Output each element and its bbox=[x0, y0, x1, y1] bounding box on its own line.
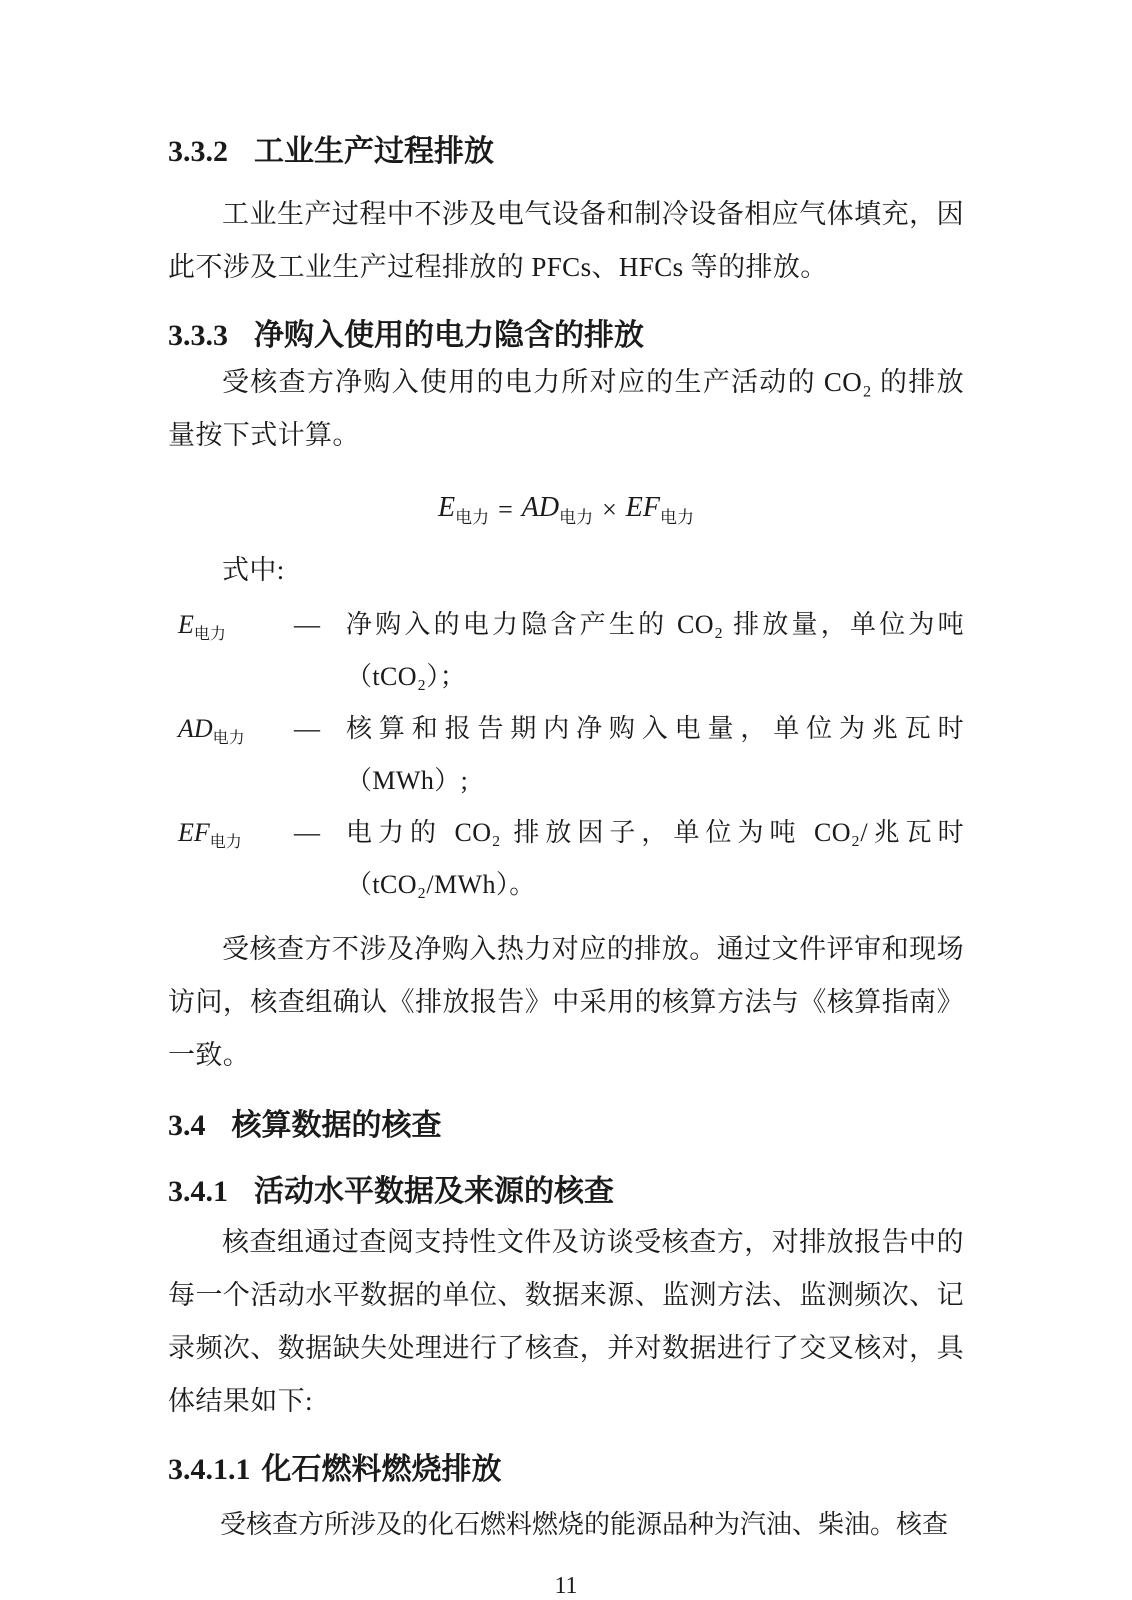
heading-3-3-2 bbox=[168, 132, 964, 172]
page-number: 11 bbox=[554, 1573, 578, 1599]
definition-dash: — bbox=[294, 818, 320, 847]
paragraph-electricity-intro: 受核查方净购入使用的电力所对应的生产活动的 CO₂ 的排放量按下式计算。 bbox=[168, 367, 964, 450]
symbol-ad-main: AD bbox=[178, 714, 213, 743]
section-number-3-4: 3.4 bbox=[168, 1109, 206, 1142]
symbol-ef-subscript: 电力 bbox=[209, 834, 242, 851]
heading-3-4 bbox=[168, 1106, 964, 1146]
section-title-3-3-3: 净购入使用的电力隐含的排放 bbox=[254, 319, 644, 352]
definition-row-ef bbox=[168, 807, 964, 911]
section-title-3-4: 核算数据的核查 bbox=[231, 1109, 442, 1142]
section-title-3-3-2: 工业生产过程排放 bbox=[254, 135, 494, 168]
definition-description-e: 净购入的电力隐含产生的 CO₂ 排放量，单位为吨（tCO₂）； bbox=[346, 610, 964, 691]
definition-dash: — bbox=[294, 714, 320, 743]
heading-3-3-3 bbox=[168, 316, 964, 356]
definition-description-ad: 核算和报告期内净购入电量，单位为兆瓦时（MWh）; bbox=[346, 714, 964, 795]
definition-row-e bbox=[168, 599, 964, 703]
symbol-ad-subscript: 电力 bbox=[212, 730, 245, 747]
symbol-ef-electricity bbox=[168, 807, 268, 911]
formula-ad-subscript: 电力 bbox=[559, 508, 594, 527]
heading-3-4-1-1 bbox=[168, 1450, 964, 1490]
formula-ad-term bbox=[522, 492, 593, 528]
formula-ef-subscript: 电力 bbox=[660, 508, 694, 527]
heading-3-4-1 bbox=[168, 1172, 964, 1212]
section-title-3-4-1: 活动水平数据及来源的核查 bbox=[254, 1175, 614, 1208]
symbol-e-subscript: 电力 bbox=[193, 626, 226, 643]
section-number-3-3-3: 3.3.3 bbox=[168, 319, 228, 352]
definition-row-ad bbox=[168, 703, 964, 807]
section-number-3-3-2: 3.3.2 bbox=[168, 135, 228, 168]
formula-times-sign: × bbox=[602, 495, 617, 524]
definition-dash: — bbox=[294, 610, 320, 639]
formula-equals-sign: = bbox=[498, 495, 513, 524]
electricity-emission-formula bbox=[168, 486, 964, 534]
section-number-3-4-1: 3.4.1 bbox=[168, 1175, 228, 1208]
paragraph-electricity-conclusion: 受核查方不涉及净购入热力对应的排放。通过文件评审和现场访问，核查组确认《排放报告》中采用的核算方法与《核算指南》一致。 bbox=[168, 934, 964, 1070]
formula-e-subscript: 电力 bbox=[455, 508, 490, 527]
section-number-3-4-1-1: 3.4.1.1 bbox=[168, 1453, 251, 1486]
symbol-definition-list bbox=[168, 599, 964, 911]
formula-ef-term bbox=[626, 492, 694, 528]
symbol-ad-electricity bbox=[168, 703, 268, 807]
definition-description-ef: 电力的 CO₂ 排放因子，单位为吨 CO₂/兆瓦时（tCO₂/MWh）。 bbox=[346, 818, 964, 899]
paragraph-industrial-process: 工业生产过程中不涉及电气设备和制冷设备相应气体填充，因此不涉及工业生产过程排放的 PFCs、HFCs 等的排放。 bbox=[168, 199, 964, 282]
symbol-ef-main: EF bbox=[178, 818, 210, 847]
symbol-e-electricity bbox=[168, 599, 268, 703]
paragraph-fossil-fuel: 受核查方所涉及的化石燃料燃烧的能源品种为汽油、柴油。核查 bbox=[220, 1510, 949, 1539]
where-label: 式中: bbox=[222, 555, 285, 585]
section-title-3-4-1-1: 化石燃料燃烧排放 bbox=[261, 1453, 502, 1486]
symbol-e-main: E bbox=[178, 610, 194, 639]
formula-ef-main: EF bbox=[625, 492, 660, 523]
paragraph-activity-data: 核查组通过查阅支持性文件及访谈受核查方，对排放报告中的每一个活动水平数据的单位、数据来源、监测方法、监测频次、记录频次、数据缺失处理进行了核查，并对数据进行了交叉核对，具体结果如下: bbox=[168, 1227, 964, 1416]
formula-e-main: E bbox=[438, 492, 456, 523]
formula-ad-main: AD bbox=[521, 492, 560, 523]
formula-e-term bbox=[438, 492, 489, 528]
